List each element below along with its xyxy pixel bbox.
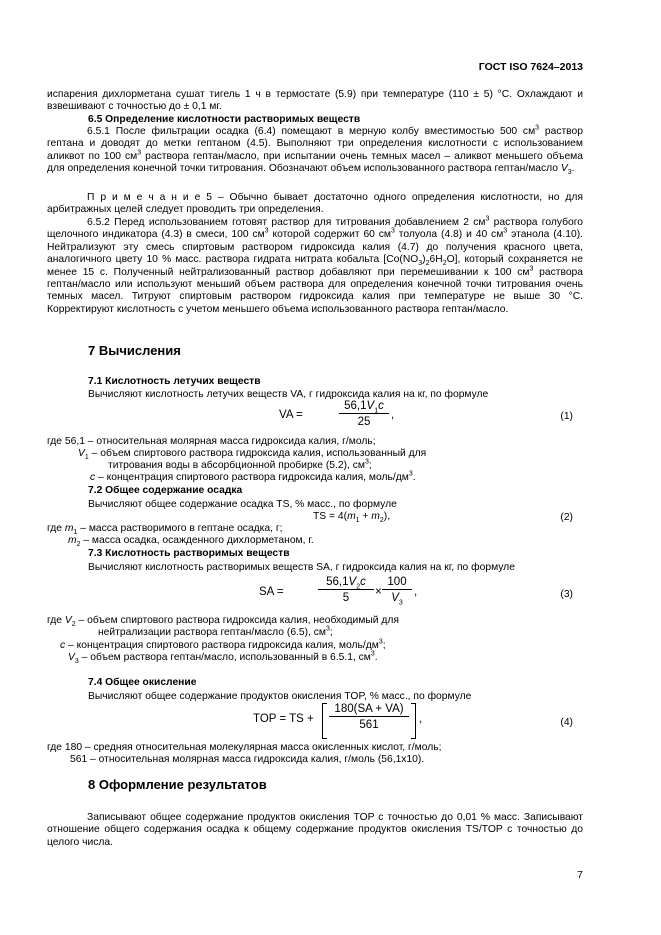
equation-2: TS = $4(m_1 + m_2)$, [313, 511, 391, 525]
section-6-5-title: 6.5 Определение кислотности растворимых веществ [88, 114, 361, 125]
paragraph-6-5-1: 6.5.1 После фильтрации осадка (6.4) помещают в мерную колбу вместимостью 500 $см^3$ раствор гептана и доводят до метки гептаном (4.5). Выполняют три определения кислотности с использованием аликвот по 100 $см^3$ раствора гептан/масло, при испытании очень темных масел – аликвот меньшего объема для определения конечной точки титрования. Обозначают объем использованного раствора гептан/масло $V_3$. [47, 124, 583, 177]
paragraph-6-5-2: 6.5.2 Перед использованием готовят раствор для титрования добавлением 2 $см^3$ раствора голубого щелочного индикатора (4.3) в смеси, 100 $см^3$ которой содержит 60 $см^3$ толуола (4.8) и 40 $см^3$ этанола (4.10). Нейтрализуют эту смесь спиртовым раствором гидроксида калия (4.7) до получения красного цвета, аналогичного цвету 10 % масс. раствора гидрата нитрата кобальта $[Co(NO_3)_26H_2O]$, который сохраняется не менее 15 с. Полученный нейтрализованный раствор добавляют при перемешивании к 100 $см^3$ раствора гептан/масло или используют меньший объем раствора для определения конечной точки титрования очень темных масел. Титруют спиртовым раствором гидроксида калия при температуре не выше 30 °C. Корректируют кислотность с учетом меньшего объема использованного раствора гептан/масло. [47, 215, 583, 315]
section-7-2-title: 7.2 Общее содержание осадка [88, 485, 243, 496]
section-7-1-text: Вычисляют кислотность летучих веществ VA, г гидроксида калия на кг, по формуле [88, 389, 489, 400]
intro-paragraph: испарения дихлорметана сушат тигель 1 ч в термостате (5.9) при температуре (110 ± 5) °C. Охлаждают и взвешивают с точностью до ± 0,1 мг. [47, 89, 583, 113]
eq4-where-2: 561 – относительная молярная масса гидроксида калия, г/моль (56,1x10). [70, 754, 425, 765]
eq3-where-1: где $V_2$ – объем спиртового раствора гидроксида калия, необходимый для [47, 615, 399, 629]
equation-1-number: (1) [560, 411, 573, 422]
eq3-where-3: $V_3$ – объем раствора гептан/масло, использованный в 6.5.1, $см^3$. [68, 650, 378, 666]
eq2-where-2: $m_2$ – масса осадка, осажденного дихлорметаном, г. [68, 535, 314, 549]
section-7-3-title: 7.3 Кислотность растворимых веществ [88, 548, 290, 559]
section-7-title: 7 Вычисления [88, 343, 181, 358]
equation-2-number: (2) [560, 512, 573, 523]
equation-4-number: (4) [560, 717, 573, 728]
section-7-2-text: Вычисляют общее содержание осадка TS, % масс., по формуле [88, 499, 397, 510]
section-7-3-text: Вычисляют кислотность растворимых веществ SA, г гидроксида калия на кг, по формуле [88, 562, 515, 573]
eq3-where-2: c – концентрация спиртового раствора гидроксида калия, моль/$дм^3$; [60, 638, 386, 651]
eq3-where-1b: нейтрализации раствора гептан/масло (6.5), $см^3$; [98, 625, 333, 638]
page-number: 7 [577, 869, 583, 881]
equation-3-number: (3) [560, 589, 573, 600]
eq2-where-1: где $m_1$ – масса растворимого в гептане осадка, г; [47, 523, 283, 537]
eq1-where-1: где 56,1 – относительная молярная масса гидроксида калия, г/моль; [47, 436, 376, 447]
section-8-title: 8 Оформление результатов [88, 777, 267, 792]
eq1-where-3: c – концентрация спиртового раствора гидроксида калия, моль/$дм^3$. [90, 470, 416, 483]
section-7-1-title: 7.1 Кислотность летучих веществ [88, 376, 261, 387]
note-5: П р и м е ч а н и е 5 – Обычно бывает достаточно одного определения кислотности, но для арбитражных целей следует проводить три определения. [47, 192, 583, 216]
document-header: ГОСТ ISO 7624–2013 [478, 61, 583, 73]
eq1-where-2b: титрования воды в абсорбционной пробирке (5.2), $см^3$; [108, 458, 372, 471]
section-8-text: Записывают общее содержание продуктов окисления TOP с точностью до 0,01 % масс. Записывают отношение общего содержания осадка к общему содержание продуктов окисления TS/TOP с точностью до целого числа. [47, 812, 583, 848]
eq1-where-2: $V_1$ – объем спиртового раствора гидроксида калия, использованный для [78, 448, 427, 462]
section-7-4-text: Вычисляют общее содержание продуктов окисления TOP, % масс., по формуле [88, 691, 472, 702]
section-7-4-title: 7.4 Общее окисление [88, 677, 197, 688]
eq4-where-1: где 180 – средняя относительная молекулярная масса окисленных кислот, г/моль; [47, 742, 442, 753]
